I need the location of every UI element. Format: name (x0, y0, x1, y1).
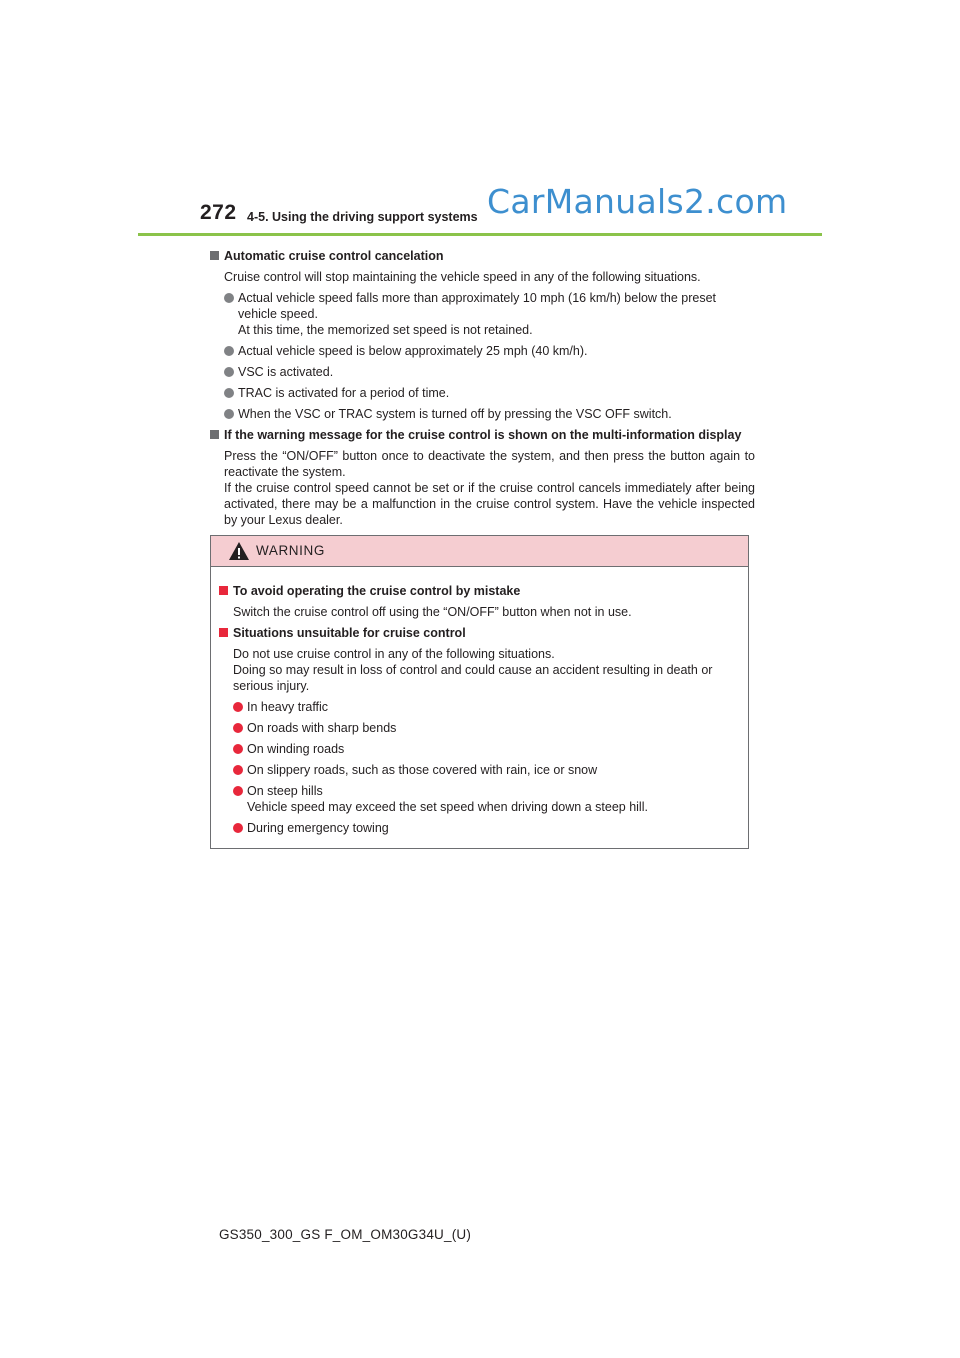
list-item-note: Vehicle speed may exceed the set speed when driving down a steep hill. (247, 800, 648, 814)
warning-heading-text: Situations unsuitable for cruise control (233, 626, 466, 640)
circle-bullet-icon (233, 702, 243, 712)
paragraph (219, 646, 738, 694)
paragraph-text: Doing so may result in loss of control and could cause an accident resulting in death or serious injury. (233, 663, 713, 693)
footer-model-code: GS350_300_GS F_OM_OM30G34U_(U) (218, 1227, 472, 1242)
list-item (219, 762, 738, 778)
section-heading (210, 248, 755, 264)
list-item (210, 290, 755, 338)
paragraph (210, 448, 755, 528)
square-bullet-icon (219, 628, 228, 637)
section-heading-text: If the warning message for the cruise control is shown on the multi-information display (224, 428, 742, 442)
paragraph-text: Do not use cruise control in any of the following situations. (233, 647, 555, 661)
paragraph-text: Press the “ON/OFF” button once to deactivate the system, and then press the button again to reactivate the system. (224, 449, 755, 479)
list-item-text: On roads with sharp bends (247, 721, 397, 735)
warning-heading (219, 583, 738, 599)
warning-heading (219, 625, 738, 641)
warning-title: WARNING (256, 543, 325, 558)
list-item (210, 385, 755, 401)
list-item-text: In heavy traffic (247, 700, 329, 714)
circle-bullet-icon (233, 823, 243, 833)
header-rule (138, 233, 822, 236)
circle-bullet-icon (224, 293, 234, 303)
paragraph-text: Switch the cruise control off using the “ON/OFF” button when not in use. (233, 605, 632, 619)
list-item (219, 783, 738, 815)
circle-bullet-icon (224, 367, 234, 377)
list-item (219, 720, 738, 736)
list-item (210, 406, 755, 422)
circle-bullet-icon (224, 346, 234, 356)
list-item-text: Actual vehicle speed falls more than approximately 10 mph (16 km/h) below the preset vehicle speed. (238, 291, 717, 321)
circle-bullet-icon (233, 744, 243, 754)
list-item-text: When the VSC or TRAC system is turned off by pressing the VSC OFF switch. (238, 407, 672, 421)
warning-header (211, 536, 748, 567)
list-item-text: TRAC is activated for a period of time. (238, 386, 450, 400)
page-number: 272 (200, 201, 237, 224)
warning-box (210, 535, 749, 849)
warning-triangle-icon (228, 541, 250, 561)
paragraph-text: Cruise control will stop maintaining the vehicle speed in any of the following situations. (224, 270, 701, 284)
square-bullet-icon (219, 586, 228, 595)
section-heading-text: Automatic cruise control cancelation (224, 249, 444, 263)
square-bullet-icon (210, 251, 219, 260)
circle-bullet-icon (224, 388, 234, 398)
watermark: CarManuals2.com (487, 182, 788, 221)
list-item-text: Actual vehicle speed is below approximately 25 mph (40 km/h). (238, 344, 588, 358)
list-item (219, 699, 738, 715)
paragraph (219, 604, 738, 620)
section-heading (210, 427, 755, 443)
list-item (219, 820, 738, 836)
list-item (219, 741, 738, 757)
paragraph (210, 269, 755, 285)
list-item-note: At this time, the memorized set speed is not retained. (238, 323, 533, 337)
warning-heading-text: To avoid operating the cruise control by mistake (233, 584, 521, 598)
warning-body (211, 567, 748, 836)
paragraph-text: If the cruise control speed cannot be set or if the cruise control cancels immediately after being activated, there may be a malfunction in the cruise control system. Have the vehicle inspected by your Lexus dealer. (224, 481, 755, 527)
list-item-text: During emergency towing (247, 821, 389, 835)
list-item (210, 343, 755, 359)
list-item-text: On steep hills (247, 784, 323, 798)
circle-bullet-icon (224, 409, 234, 419)
list-item (210, 364, 755, 380)
list-item-text: On slippery roads, such as those covered with rain, ice or snow (247, 763, 598, 777)
circle-bullet-icon (233, 723, 243, 733)
page-header (0, 0, 960, 240)
square-bullet-icon (210, 430, 219, 439)
circle-bullet-icon (233, 765, 243, 775)
section-title: 4-5. Using the driving support systems (247, 210, 478, 224)
circle-bullet-icon (233, 786, 243, 796)
list-item-text: VSC is activated. (238, 365, 334, 379)
list-item-text: On winding roads (247, 742, 345, 756)
main-content (210, 244, 755, 528)
